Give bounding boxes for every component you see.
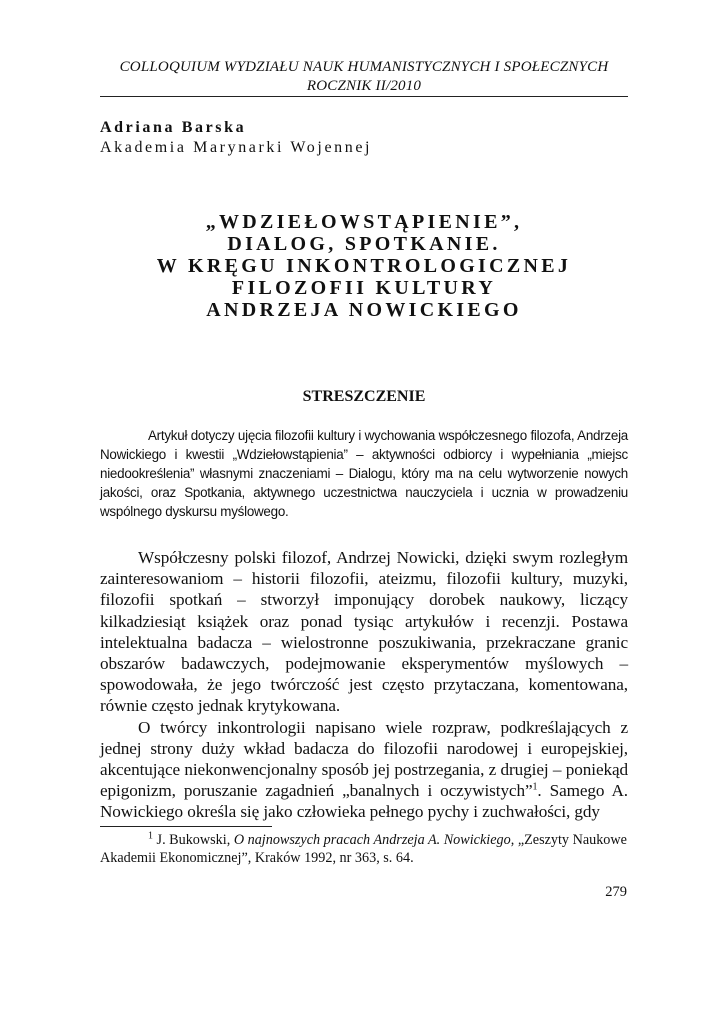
title-line: W KRĘGU INKONTROLOGICZNEJ	[156, 255, 572, 277]
author-block	[100, 118, 372, 158]
paragraph-2-continuation: . Samego A. Nowickiego określa się jako człowieka pełnego pychy i zuchwałości, gdy	[100, 781, 628, 822]
running-header	[100, 58, 628, 96]
footnote-title: O najnowszych pracach Andrzeja A. Nowickiego	[233, 832, 511, 848]
main-body	[100, 547, 628, 823]
footnote-author: J. Bukowski,	[156, 832, 231, 848]
author-name: Adriana Barska	[100, 119, 247, 136]
abstract-text: Artykuł dotyczy ujęcia filozofii kultury i wychowania współczesnego filozofa, Andrzeja Nowickiego i kwestii „Wdziełowstąpienia” – aktywności odbiorcy i wypełniania „miejsc niedookreślenia” własnymi znaczeniami – Dialogu, który ma na celu wytworzenie nowych jakości, oraz Spotkania, aktywnego uczestnictwa nauczyciela i ucznia w prowadzeniu wspólnego dyskursu myślowego.	[100, 428, 628, 519]
header-rule	[100, 96, 628, 97]
author-affiliation: Akademia Marynarki Wojennej	[100, 139, 373, 156]
abstract-heading: STRESZCZENIE	[302, 388, 426, 405]
article-title	[100, 211, 628, 321]
title-line: „WDZIEŁOWSTĄPIENIE”,	[205, 211, 523, 233]
title-line: ANDRZEJA NOWICKIEGO	[206, 299, 522, 321]
footnote-number: 1	[148, 830, 153, 842]
footnote-reference: 1	[532, 781, 538, 793]
body-paragraph-1: Współczesny polski filozof, Andrzej Nowicki, dzięki swym rozległym zainteresowaniom – historii filozofii, ateizmu, filozofii kultury, muzyki, filozofii spotkań – stworzył imponujący dorobek naukowy, liczący kilkadziesiąt książek oraz ponad tysiąc artykułów i recenzji. Postawa intelektualna badacza – wielostronne poszukiwania, przekraczane granic obszarów badawczych, podejmowanie eksperymentów myślowych – spowodowała, że jego twórczość jest często przytaczana, komentowana, równie często jednak krytykowana.	[100, 548, 628, 716]
title-line: DIALOG, SPOTKANIE.	[227, 233, 501, 255]
body-paragraph-2	[100, 717, 628, 823]
page-number: 279	[605, 884, 627, 900]
journal-issue: ROCZNIK II/2010	[306, 78, 422, 94]
title-line: FILOZOFII KULTURY	[231, 277, 497, 299]
footnote	[100, 831, 628, 867]
journal-title: COLLOQUIUM WYDZIAŁU NAUK HUMANISTYCZNYCH I SPOŁECZNYCH	[119, 59, 609, 75]
footnote-rule	[100, 826, 272, 827]
paragraph-2-text: O twórcy inkontrologii napisano wiele rozpraw, podkreślających z jednej strony duży wkład badacza do filozofii narodowej i europejskiej, akcentujące niekonwencjonalny sposób jej postrzegania, z drugiej – poniekąd epigonizm, poruszanie zagadnień „banalnych i oczywistych”	[100, 717, 628, 801]
footnote-details: , „Zeszyty Naukowe Akademii Ekonomicznej”, Kraków 1992, nr 363, s. 64.	[100, 832, 627, 866]
